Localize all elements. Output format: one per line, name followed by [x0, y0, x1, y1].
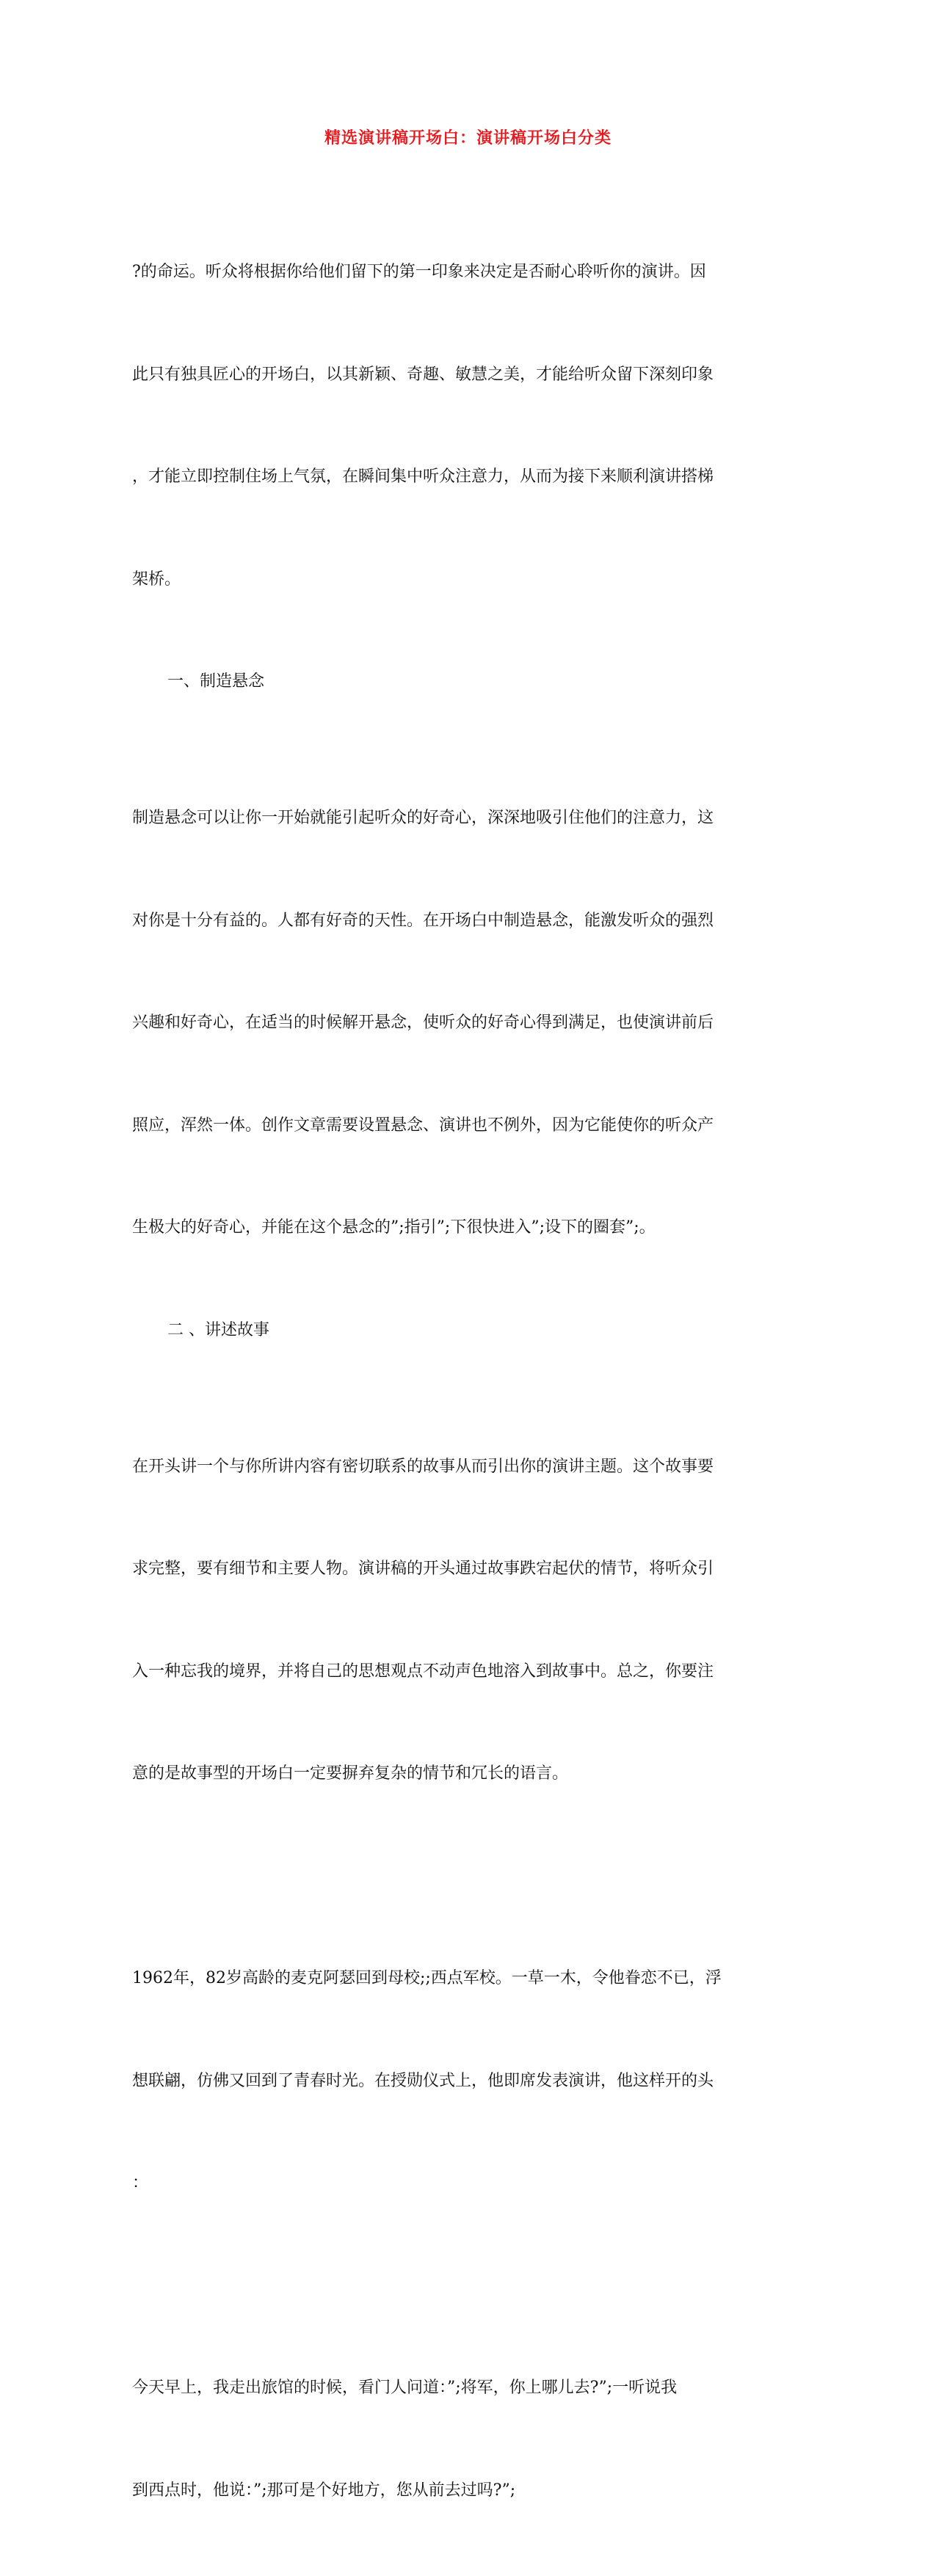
text-line: 制造悬念可以让你一开始就能引起听众的好奇心，深深地吸引住他们的注意力，这	[132, 809, 714, 827]
text-line: 1962年，82岁高龄的麦克阿瑟回到母校;;西点军校。一草一木，令他眷恋不已，浮	[132, 1969, 722, 1987]
spacer	[132, 1860, 763, 1894]
text-line: 到西点时，他说：”;那可是个好地方，您从前去过吗?”;	[132, 2481, 516, 2500]
text-line: ?的命运。听众将根据你给他们留下的第一印象来决定是否耐心聆听你的演讲。因	[132, 263, 706, 281]
intro-paragraph	[132, 187, 763, 665]
text-line: 此只有独具匠心的开场白，以其新颖、奇趣、敏慧之美，才能给听众留下深刻印象	[132, 365, 714, 384]
spacer	[132, 2269, 763, 2304]
text-line: 求完整，要有细节和主要人物。演讲稿的开头通过故事跌宕起伏的情节，将听众引	[132, 1560, 714, 1578]
section-heading-suspense: 一、制造悬念	[167, 672, 265, 691]
story-paragraph	[132, 1382, 763, 1860]
text-line: ，才能立即控制住场上气氛，在瞬间集中听众注意力，从而为接下来顺利演讲搭梯	[132, 467, 714, 486]
text-line: 对你是十分有益的。人都有好奇的天性。在开场白中制造悬念，能激发听众的强烈	[132, 911, 714, 930]
macarthur-paragraph	[132, 1893, 763, 2269]
spacer	[132, 699, 763, 734]
section-heading-story: 二 、讲述故事	[167, 1320, 269, 1339]
spacer	[132, 1347, 763, 1382]
text-line: 兴趣和好奇心，在适当的时候解开悬念，使听众的好奇心得到满足，也使演讲前后	[132, 1014, 714, 1032]
text-line: 入一种忘我的境界，并将自己的思想观点不动声色地溶入到故事中。总之，你要注	[132, 1662, 714, 1681]
document-title: 精选演讲稿开场白：演讲稿开场白分类	[324, 128, 612, 148]
text-line: 照应，浑然一体。创作文章需要设置悬念、演讲也不例外，因为它能使你的听众产	[132, 1116, 714, 1135]
text-line: 在开头讲一个与你所讲内容有密切联系的故事从而引出你的演讲主题。这个故事要	[132, 1457, 714, 1476]
suspense-paragraph	[132, 733, 763, 1314]
text-line: ：	[132, 2174, 149, 2192]
text-line: 想联翩，仿佛又回到了青春时光。在授勋仪式上，他即席发表演讲，他这样开的头	[132, 2071, 714, 2090]
text-line: 架桥。	[132, 570, 181, 589]
quote-paragraph	[132, 2303, 763, 2576]
text-line: 今天早上，我走出旅馆的时候，看门人问道：”;将军，你上哪儿去?”;一听说我	[132, 2379, 678, 2397]
text-line: 意的是故事型的开场白一定要摒弃复杂的情节和冗长的语言。	[132, 1764, 569, 1783]
text-line: 生极大的好奇心，并能在这个悬念的”;指引”;下很快进入”;设下的圈套”;。	[132, 1218, 656, 1237]
document-body	[132, 187, 763, 2576]
